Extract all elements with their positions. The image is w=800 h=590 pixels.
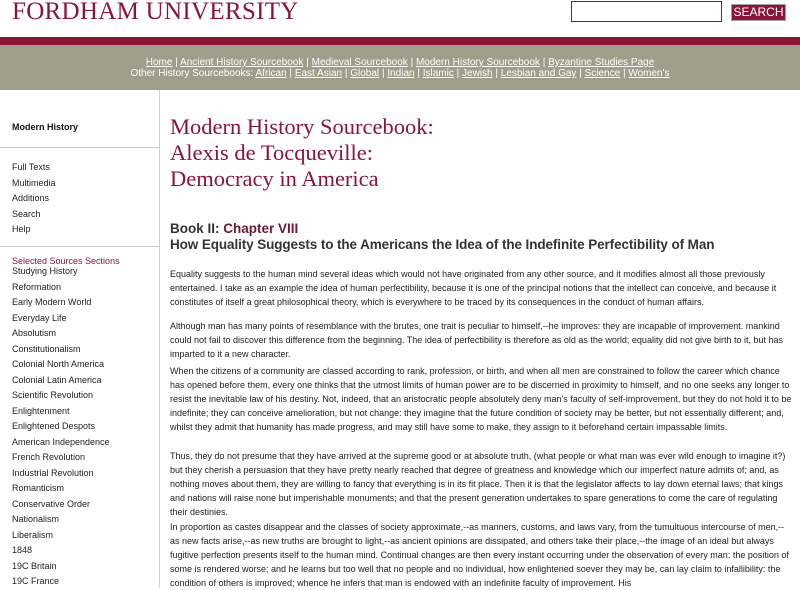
nav-link-jewish[interactable]: Jewish xyxy=(462,68,493,79)
sidebar-item-19c-france[interactable]: 19C France xyxy=(12,576,60,586)
sidebar-item-conservative-order[interactable]: Conservative Order xyxy=(12,498,91,509)
chapter-heading xyxy=(170,221,298,236)
nav-link-islamic[interactable]: Islamic xyxy=(422,68,454,79)
sidebar-item-absolutism[interactable]: Absolutism xyxy=(12,328,57,338)
primary-nav xyxy=(0,57,800,68)
nav-link-medieval[interactable]: Medieval Sourcebook xyxy=(311,57,408,68)
chapter-label: Chapter VIII xyxy=(223,221,299,236)
body-paragraph: When the citizens of a community are classed according to rank, profession, or birth, and when all men are constrained to follow the career which chance has opened before them, every one thinks that the utmost limits of human power are to be discerned in proximity to himself, and no one seeks any longer to resist the inevitable law of his destiny. Not, indeed, that an aristocratic people absolutely deny man's faculty of self-improvement, but they do not hold it to be indefinite; they can conceive amelioration, but not change: they imagine that the future condition of society may be better, but not essentially different; and, whilst they admit that humanity has made progress, and may still have some to make, they assign to it beforehand certain impassable limits. xyxy=(170,366,792,432)
sidebar-item-liberalism[interactable]: Liberalism xyxy=(12,529,54,540)
nav-link-byzantine[interactable]: Byzantine Studies Page xyxy=(548,57,655,68)
sidebar-title[interactable]: Modern History xyxy=(12,122,79,132)
sidebar-item-scientific-revolution[interactable]: Scientific Revolution xyxy=(12,390,94,400)
body-paragraph: In proportion as castes disappear and the classes of society approximate,--as manners, customs, and laws vary, from the tumultuous intercourse of men,--as new facts arise,--as new truths are brought to light,--as ancient opinions are dissipated, and others take their place,--the image of an ideal but always fugitive perfection presents itself to the human mind. Continual changes are then every instant occurring under the observation of every man: the position of some is rendered worse; and he learns but too well that no people and no individual, how enlightened soever they may be, can lay claim to infallibility: the condition of others is improved; whence he infers that man is endowed with an indefinite faculty of improvement. His xyxy=(170,522,789,588)
sidebar-item-reformation[interactable]: Reformation xyxy=(12,281,62,292)
body-paragraph: Equality suggests to the human mind several ideas which would not have originated from any other source, and it modifies almost all those previously entertained. I take as an example the idea of human perfectibility, because it is one of the principal notions that the intellect can conceive, and because it constitutes of itself a great philosophical theory, which is everywhere to be traced by its consequences in the conduct of human affairs. xyxy=(170,269,777,307)
sidebar-item-multimedia[interactable]: Multimedia xyxy=(12,177,56,188)
nav-separator: | xyxy=(542,57,546,68)
fordham-logo[interactable]: FORDHAM UNIVERSITY xyxy=(12,0,299,25)
site-header xyxy=(0,0,800,37)
nav-link-indian[interactable]: Indian xyxy=(387,68,415,79)
sidebar-item-constitutionalism[interactable]: Constitutionalism xyxy=(12,343,81,354)
sidebar-item-romanticism[interactable]: Romanticism xyxy=(12,483,65,493)
sidebar-item-colonial-latin-america[interactable]: Colonial Latin America xyxy=(12,374,102,385)
sidebar-item-everyday-life[interactable]: Everyday Life xyxy=(12,312,67,323)
nav-link-lesbian-gay[interactable]: Lesbian and Gay xyxy=(500,68,577,79)
sidebar xyxy=(0,90,160,588)
nav-link-modern[interactable]: Modern History Sourcebook xyxy=(415,57,540,68)
chapter-title: How Equality Suggests to the Americans the Idea of the Indefinite Perfectibility of Man xyxy=(170,237,715,252)
sidebar-section-label: Selected Sources Sections xyxy=(12,256,120,266)
search-input[interactable] xyxy=(571,1,722,22)
sidebar-item-search[interactable]: Search xyxy=(12,208,41,219)
nav-link-home[interactable]: Home xyxy=(145,57,173,68)
nav-separator: | xyxy=(381,68,385,79)
sidebar-item-nationalism[interactable]: Nationalism xyxy=(12,514,60,524)
nav-link-science[interactable]: Science xyxy=(584,68,621,79)
book-label: Book II: xyxy=(170,221,220,236)
sidebar-item-19c-britain[interactable]: 19C Britain xyxy=(12,560,57,571)
page-title xyxy=(170,114,434,192)
nav-link-african[interactable]: African xyxy=(255,68,287,79)
sidebar-item-colonial-north-america[interactable]: Colonial North America xyxy=(12,359,105,369)
nav-separator: | xyxy=(175,57,178,68)
nav-separator: | xyxy=(289,68,293,79)
nav-link-ancient[interactable]: Ancient History Sourcebook xyxy=(180,57,304,68)
nav-link-east-asian[interactable]: East Asian xyxy=(294,68,343,79)
sidebar-divider xyxy=(0,246,160,247)
nav-link-global[interactable]: Global xyxy=(350,68,380,79)
sidebar-item-industrial-revolution[interactable]: Industrial Revolution xyxy=(12,467,94,478)
sidebar-divider xyxy=(0,147,160,148)
body-paragraph: Thus, they do not presume that they have arrived at the supreme good or at absolute truth, (what people or what man was ever wild enough to imagine it?) but they cherish a persuasion that they have pretty nearly reached that degree of greatness and knowledge which our imperfect nature admits of; and, as nothing moves about them, they are willing to fancy that everything is in its fit place. Then it is that the legislator affects to lay down eternal laws; that kings and nations will raise none but imperishable monuments; and that the present generation undertakes to spare generations to come the care of regulating their destinies. xyxy=(170,451,786,517)
search-button[interactable]: SEARCH xyxy=(731,4,786,21)
sidebar-item-enlightened-despots[interactable]: Enlightened Despots xyxy=(12,421,96,431)
sourcebook-nav xyxy=(0,45,800,90)
sidebar-item-additions[interactable]: Additions xyxy=(12,193,50,203)
sidebar-item-french-revolution[interactable]: French Revolution xyxy=(12,452,86,462)
nav-separator: | xyxy=(344,68,348,79)
page-title-line: Alexis de Tocqueville: xyxy=(170,140,373,165)
sidebar-item-full-texts[interactable]: Full Texts xyxy=(12,162,50,172)
page-title-line: Modern History Sourcebook: xyxy=(170,114,434,139)
secondary-nav xyxy=(0,68,800,79)
nav-separator: | xyxy=(622,68,626,79)
nav-separator: | xyxy=(417,68,420,79)
sidebar-item-american-independence[interactable]: American Independence xyxy=(12,436,110,447)
sidebar-sections-list xyxy=(12,264,110,590)
nav-link-womens[interactable]: Women's xyxy=(628,68,670,79)
sidebar-item-early-modern-world[interactable]: Early Modern World xyxy=(12,297,92,307)
body-paragraph: Although man has many points of resemblance with the brutes, one trait is peculiar to himself,--he improves: they are incapable of improvement. mankind could not fail to discover this difference from the beginning. The idea of perfectibility is therefore as old as the world; equality did not give birth to it, but has imparted to it a new character. xyxy=(170,321,784,359)
secondary-nav-prefix: Other History Sourcebooks: xyxy=(130,68,254,79)
header-divider-bar xyxy=(0,37,800,45)
sidebar-item-1848[interactable]: 1848 xyxy=(12,545,33,555)
nav-separator: | xyxy=(410,57,414,68)
page-title-line: Democracy in America xyxy=(170,166,379,191)
nav-separator: | xyxy=(579,68,582,79)
nav-separator: | xyxy=(306,57,309,68)
nav-separator: | xyxy=(456,68,460,79)
sidebar-item-enlightenment[interactable]: Enlightenment xyxy=(12,405,70,416)
sidebar-item-studying-history[interactable]: Studying History xyxy=(12,266,78,276)
sidebar-top-links xyxy=(12,160,56,238)
sidebar-item-help[interactable]: Help xyxy=(12,224,31,234)
nav-separator: | xyxy=(495,68,499,79)
